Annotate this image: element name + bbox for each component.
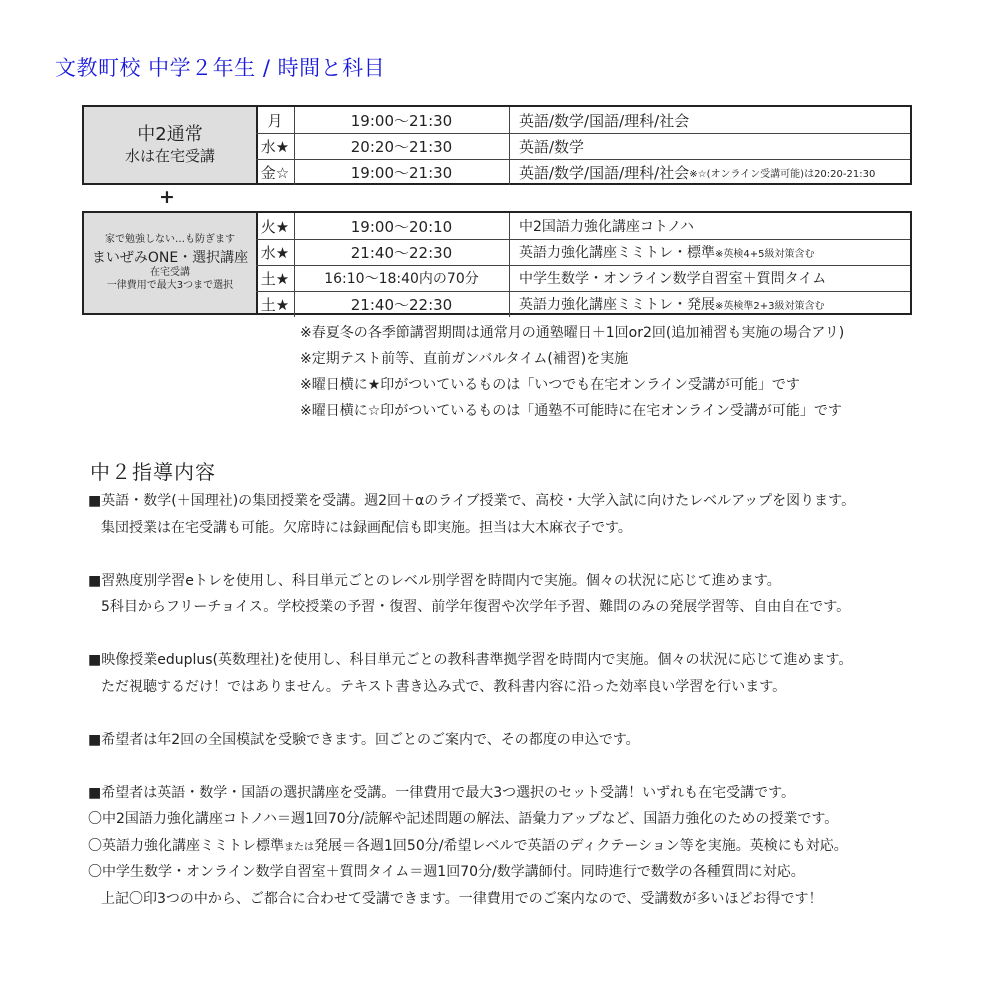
elective-schedule-table: [82, 211, 912, 315]
paragraph-line: ■希望者は英語・数学・国語の選択講座を受講。一律費用で最大3つ選択のセット受講！いずれも在宅受講です。: [88, 784, 796, 801]
subjects-text: 中学生数学・オンライン数学自習室＋質問タイム: [519, 271, 827, 287]
subjects-cell: [509, 239, 910, 265]
schedule-row: [256, 213, 910, 240]
paragraph-line: ■習熟度別学習eトレを使用し、科目単元ごとのレベル別学習を時間内で実施。個々の状況に応じて進めます。: [88, 572, 781, 589]
subjects-text: 英語力強化講座ミミトレ・発展: [519, 297, 715, 313]
schedule-row: [256, 107, 910, 134]
course-fee-note: 一律費用で最大3つまで選択: [106, 279, 234, 291]
subjects-cell: [509, 107, 910, 133]
paragraph-line: 〇中学生数学・オンライン数学自習室＋質問タイム＝週1回70分/数学講師付。同時進行で数学の各種質問に対応。: [88, 864, 805, 880]
course-subnote: 水は在宅受講: [124, 146, 215, 165]
course-name: まいぜみONE・選択講座: [91, 249, 249, 266]
day-cell: 火★: [256, 213, 295, 239]
day-cell: 水★: [256, 239, 295, 265]
day-cell: 水★: [256, 133, 295, 159]
note-line: ※定期テスト前等、直前ガンバルタイム(補習)を実施: [300, 351, 629, 367]
note-line: ※曜日横に☆印がついているものは「通塾不可能時に在宅オンライン受講が可能」です: [300, 403, 842, 419]
subjects-text: 中2国語力強化講座コトノハ: [519, 219, 694, 235]
subjects-note: ※英検4+5級対策含む: [715, 248, 815, 260]
time-cell: 19:00～21:30: [294, 159, 510, 185]
time-cell: 16:10～18:40内の70分: [294, 265, 510, 291]
page-title: 文教町校 中学２年生 / 時間と科目: [55, 56, 386, 80]
paragraph-line: ■希望者は年2回の全国模試を受験できます。回ごとのご案内で、その都度の申込です。: [88, 731, 640, 748]
subjects-text: 英語力強化講座ミミトレ・標準: [519, 245, 715, 261]
spacer: [88, 753, 855, 780]
schedule-row: [256, 133, 910, 160]
paragraph-line: [88, 833, 855, 860]
time-cell: 19:00～21:30: [294, 107, 510, 133]
regular-schedule-table: [82, 105, 912, 185]
time-cell: 19:00～20:10: [294, 213, 510, 239]
schedule-notes: [300, 320, 844, 424]
paragraph-line: ただ視聴するだけ！ではありません。テキスト書き込み式で、教科書内容に沿った効率良い学習を行います。: [101, 678, 787, 695]
subjects-text: 英語/数学/国語/理科/社会: [519, 111, 690, 130]
elective-course-cell: [84, 213, 258, 313]
course-tagline: 家で勉強しない…も防ぎます: [105, 234, 235, 245]
subjects-cell: [509, 265, 910, 291]
time-cell: 21:40～22:30: [294, 239, 510, 265]
time-cell: 20:20～21:30: [294, 133, 510, 159]
day-cell: 土★: [256, 265, 295, 291]
course-text: 〇英語力強化講座ミミトレ標準: [88, 837, 284, 854]
subjects-cell: [509, 213, 910, 239]
day-cell: 金☆: [256, 159, 295, 185]
day-cell: 土★: [256, 291, 295, 317]
guidance-content: [88, 488, 855, 912]
regular-course-cell: [84, 107, 258, 183]
note-line: ※曜日横に★印がついているものは「いつでも在宅オンライン受講が可能」です: [300, 377, 800, 393]
day-cell: 月: [256, 107, 295, 133]
spacer: [88, 621, 855, 648]
subjects-text: 英語/数学: [519, 137, 585, 156]
paragraph-line: 上記〇印3つの中から、ご都合に合わせて受講できます。一律費用でのご案内なので、受講数が多いほどお得です！: [101, 890, 823, 907]
section-title: 中２指導内容: [90, 460, 216, 484]
paragraph-line: ■映像授業eduplus(英数理社)を使用し、科目単元ごとの教科書準拠学習を時間内で実施。個々の状況に応じて進めます。: [88, 652, 853, 668]
schedule-row: [256, 265, 910, 292]
course-name: 中2通常: [137, 124, 203, 146]
time-cell: 21:40～22:30: [294, 291, 510, 317]
subjects-text: 英語/数学/国語/理科/社会: [519, 163, 690, 182]
paragraph-line: 〇中2国語力強化講座コトノハ＝週1回70分/読解や記述問題の解法、語彙力アップなど、国語力強化のための授業です。: [88, 811, 839, 827]
schedule-row: [256, 291, 910, 317]
schedule-row: [256, 159, 910, 185]
course-subnote: 在宅受講: [150, 267, 190, 278]
note-line: ※春夏冬の各季節講習期間は通常月の通塾曜日＋1回or2回(追加補習も実施の場合アリ): [300, 325, 845, 341]
subjects-cell: [509, 133, 910, 159]
spacer: [88, 700, 855, 727]
spacer: [88, 541, 855, 568]
subjects-cell: [509, 159, 910, 185]
paragraph-line: 5科目からフリーチョイス。学校授業の予習・復習、前学年復習や次学年予習、難問のみの発展学習等、自由自在です。: [101, 599, 851, 615]
paragraph-line: ■英語・数学(＋国理社)の集団授業を受講。週2回＋αのライブ授業で、高校・大学入試に向けたレベルアップを図ります。: [88, 493, 856, 509]
subjects-note: ※☆(オンライン受講可能)は20:20-21:30: [689, 168, 876, 180]
plus-sign: +: [159, 186, 175, 208]
subjects-note: ※英検準2+3級対策含む: [715, 300, 825, 312]
paragraph-line: 集団授業は在宅受講も可能。欠席時には録画配信も即実施。担当は大木麻衣子です。: [101, 519, 632, 536]
or-text: または: [284, 841, 314, 853]
schedule-row: [256, 239, 910, 266]
subjects-cell: [509, 291, 910, 317]
course-text: 発展＝各週1回50分/希望レベルで英語のディクテーション等を実施。英検にも対応。: [314, 837, 848, 854]
